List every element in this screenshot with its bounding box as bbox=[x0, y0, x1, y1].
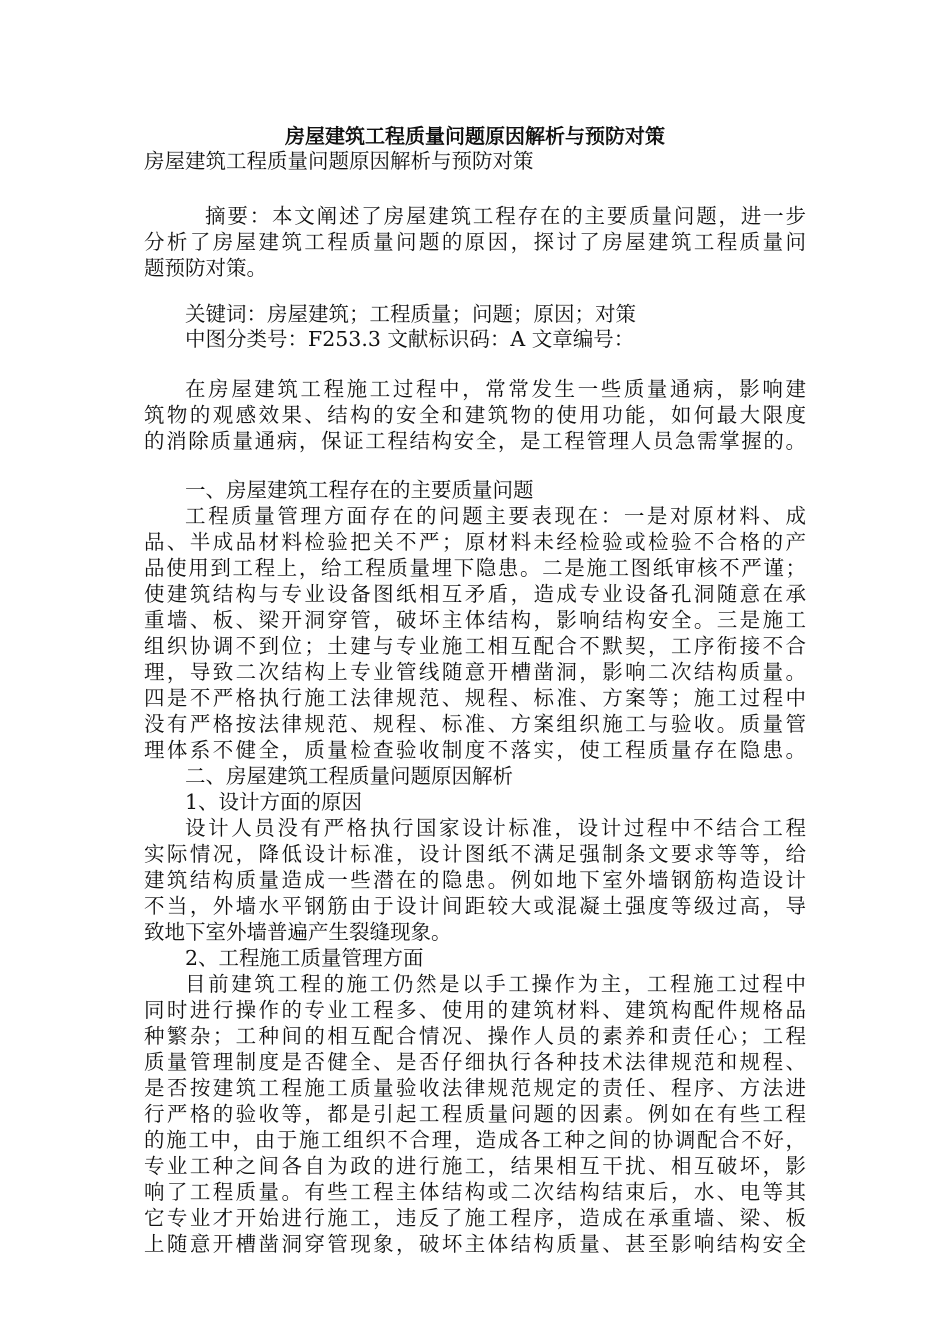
keywords-line: 关键词：房屋建筑；工程质量；问题；原因；对策 bbox=[185, 302, 636, 326]
paragraph-line: 使建筑结构与专业设备图纸相互矛盾，造成专业设备孔洞随意在承 bbox=[144, 582, 806, 606]
paragraph-line: 致地下室外墙普遍产生裂缝现象。 bbox=[144, 920, 452, 944]
subsection-heading: 1、设计方面的原因 bbox=[185, 790, 363, 814]
section-heading: 二、房屋建筑工程质量问题原因解析 bbox=[185, 764, 513, 788]
classification-line: 中图分类号：F253.3 文献标识码：A 文章编号： bbox=[185, 327, 635, 351]
paragraph-line: 筑物的观感效果、结构的安全和建筑物的使用功能，如何最大限度 bbox=[144, 403, 806, 427]
document-title: 房屋建筑工程质量问题原因解析与预防对策 bbox=[285, 124, 665, 148]
subtitle-line: 房屋建筑工程质量问题原因解析与预防对策 bbox=[144, 149, 534, 173]
paragraph-line: 的施工中，由于施工组织不合理，造成各工种之间的协调配合不好， bbox=[144, 1128, 806, 1152]
paragraph-line: 它专业才开始进行施工，违反了施工程序，造成在承重墙、梁、板 bbox=[144, 1206, 806, 1230]
paragraph-line: 种繁杂；工种间的相互配合情况、操作人员的素养和责任心；工程 bbox=[144, 1024, 806, 1048]
paragraph-line: 的消除质量通病，保证工程结构安全，是工程管理人员急需掌握的。 bbox=[144, 429, 806, 453]
paragraph-line: 品、半成品材料检验把关不严；原材料未经检验或检验不合格的产 bbox=[144, 530, 806, 554]
paragraph-line: 是否按建筑工程施工质量验收法律规范规定的责任、程序、方法进 bbox=[144, 1076, 806, 1100]
paragraph-line: 行严格的验收等，都是引起工程质量问题的因素。例如在有些工程 bbox=[144, 1102, 806, 1126]
abstract-line: 摘要：本文阐述了房屋建筑工程存在的主要质量问题，进一步 bbox=[205, 204, 806, 228]
paragraph-line: 没有严格按法律规范、规程、标准、方案组织施工与验收。质量管 bbox=[144, 712, 806, 736]
paragraph-line: 品使用到工程上，给工程质量埋下隐患。二是施工图纸审核不严谨； bbox=[144, 556, 806, 580]
paragraph-line: 理体系不健全，质量检查验收制度不落实，使工程质量存在隐患。 bbox=[144, 738, 806, 762]
abstract-line: 题预防对策。 bbox=[144, 256, 267, 280]
abstract-line: 分析了房屋建筑工程质量问题的原因，探讨了房屋建筑工程质量问 bbox=[144, 230, 806, 254]
paragraph-line: 建筑结构质量造成一些潜在的隐患。例如地下室外墙钢筋构造设计 bbox=[144, 868, 806, 892]
paragraph-line: 在房屋建筑工程施工过程中，常常发生一些质量通病，影响建 bbox=[185, 377, 806, 401]
paragraph-line: 理，导致二次结构上专业管线随意开槽凿洞，影响二次结构质量。 bbox=[144, 660, 806, 684]
subsection-heading: 2、工程施工质量管理方面 bbox=[185, 946, 424, 970]
paragraph-line: 响了工程质量。有些工程主体结构或二次结构结束后，水、电等其 bbox=[144, 1180, 806, 1204]
paragraph-line: 重墙、板、梁开洞穿管，破坏主体结构，影响结构安全。三是施工 bbox=[144, 608, 806, 632]
paragraph-line: 工程质量管理方面存在的问题主要表现在：一是对原材料、成 bbox=[185, 504, 806, 528]
paragraph-line: 目前建筑工程的施工仍然是以手工操作为主，工程施工过程中 bbox=[185, 972, 806, 996]
paragraph-line: 质量管理制度是否健全、是否仔细执行各种技术法律规范和规程、 bbox=[144, 1050, 806, 1074]
paragraph-line: 不当，外墙水平钢筋由于设计间距较大或混凝土强度等级过高，导 bbox=[144, 894, 806, 918]
section-heading: 一、房屋建筑工程存在的主要质量问题 bbox=[185, 478, 534, 502]
paragraph-line: 专业工种之间各自为政的进行施工，结果相互干扰、相互破坏，影 bbox=[144, 1154, 806, 1178]
paragraph-line: 四是不严格执行施工法律规范、规程、标准、方案等；施工过程中 bbox=[144, 686, 806, 710]
paragraph-line: 上随意开槽凿洞穿管现象，破坏主体结构质量、甚至影响结构安全 bbox=[144, 1232, 806, 1256]
paragraph-line: 同时进行操作的专业工程多、使用的建筑材料、建筑构配件规格品 bbox=[144, 998, 806, 1022]
paragraph-line: 实际情况，降低设计标准，设计图纸不满足强制条文要求等等，给 bbox=[144, 842, 806, 866]
paragraph-line: 设计人员没有严格执行国家设计标准，设计过程中不结合工程 bbox=[185, 816, 806, 840]
paragraph-line: 组织协调不到位；土建与专业施工相互配合不默契，工序衔接不合 bbox=[144, 634, 806, 658]
